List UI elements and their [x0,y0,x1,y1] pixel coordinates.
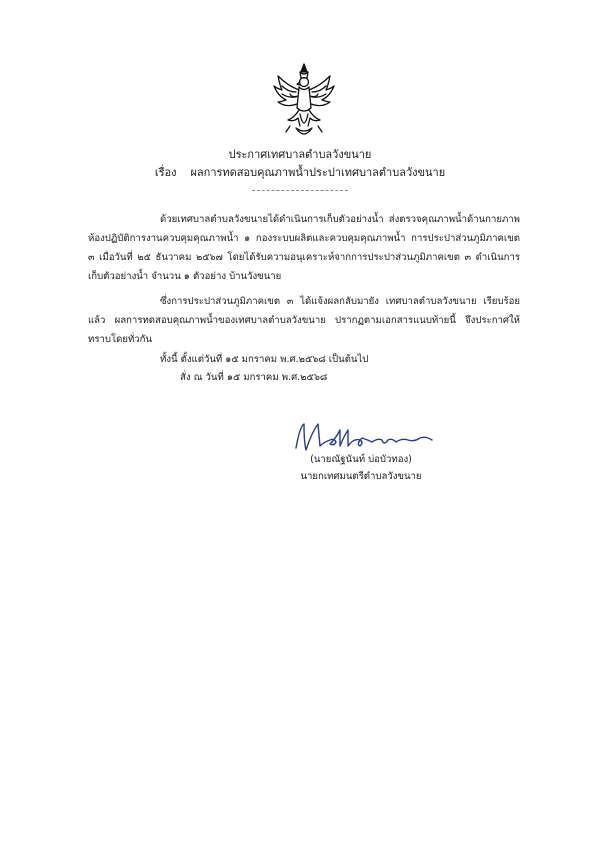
body-paragraph-2: ซึ่งการประปาส่วนภูมิภาคเขต ๓ ได้แจ้งผลกลับมายัง เทศบาลตำบลวังขนาย เรียบร้อยแล้ว ผลการทดสอบคุณภาพน้ำของเทศบาลตำบลวังขนาย ปรากฏตามเอกสารแนบท้ายนี้ จึงประกาศให้ทราบโดยทั่วกัน [88,296,520,345]
body-paragraph-1: ด้วยเทศบาลตำบลวังขนายได้ดำเนินการเก็บตัวอย่างน้ำ ส่งตรวจคุณภาพน้ำด้านกายภาพ ห้องปฏิบัติการงานควบคุมคุณภาพน้ำ ๑ กองระบบผลิตและควบคุมคุณภาพน้ำ การประปาส่วนภูมิภาคเขต ๓ เมื่อวันที่ ๒๕ ธันวาคม ๒๕๖๗ โดยได้รับความอนุเคราะห์จากการประปาส่วนภูมิภาคเขต ๓ ดำเนินการเก็บตัวอย่างน้ำ จำนวน ๑ ตัวอย่าง บ้านวังขนาย [88,214,520,282]
garuda-emblem-icon [272,62,336,142]
subject-label: เรื่อง [154,166,177,179]
subject-text: ผลการทดสอบคุณภาพน้ำประปาเทศบาลตำบลวังขนาย [190,166,446,179]
announcement-subject-line [0,166,600,180]
signatory-name: (นายณัฐนันท์ บ่อบัวทอง) [310,454,412,465]
signatory-position: นายกเทศมนตรีตำบลวังขนาย [300,471,422,482]
given-date-line: สั่ง ณ วันที่ ๑๕ มกราคม พ.ศ.๒๕๖๘ [180,372,328,383]
announcement-title: ประกาศเทศบาลตำบลวังขนาย [228,148,372,161]
effective-date-line: ทั้งนี้ ตั้งแต่วันที่ ๑๕ มกราคม พ.ศ.๒๕๖๘ เป็นต้นไป [160,354,369,365]
signature-icon [290,416,436,456]
title-divider [252,190,348,191]
